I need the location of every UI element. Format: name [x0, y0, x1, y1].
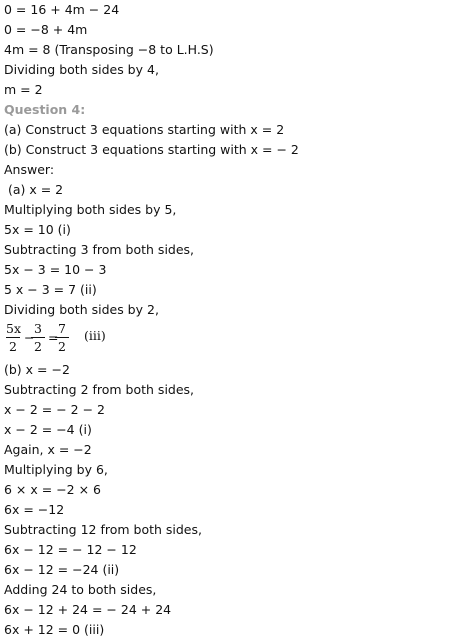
- equation-label: (iii): [84, 328, 106, 343]
- numerator: 3: [31, 321, 45, 338]
- instruction-line: Dividing both sides by 4,: [4, 62, 159, 77]
- instruction-line: Multiplying by 6,: [4, 462, 108, 477]
- equation-line: 0 = 16 + 4m − 24: [4, 2, 120, 17]
- denominator: 2: [9, 339, 17, 354]
- denominator: 2: [34, 339, 42, 354]
- instruction-line: Subtracting 12 from both sides,: [4, 522, 202, 537]
- equals-operator: =: [48, 330, 59, 345]
- equation-line: x − 2 = − 2 − 2: [4, 402, 105, 417]
- equation-line: 6x + 12 = 0 (iii): [4, 622, 105, 637]
- equation-line: Again, x = −2: [4, 442, 92, 457]
- denominator: 2: [58, 339, 66, 354]
- equation-line: 5x − 3 = 10 − 3: [4, 262, 107, 277]
- numerator: 5x: [6, 321, 22, 336]
- equation-line: (b) x = −2: [4, 362, 70, 377]
- equation-line: 6x = −12: [4, 502, 65, 517]
- numerator: 7: [55, 321, 69, 338]
- fraction-7-over-2: [55, 321, 69, 354]
- equation-line: 6x − 12 = − 12 − 12: [4, 542, 137, 557]
- fraction-equation: [4, 320, 470, 360]
- equation-line: 6 × x = −2 × 6: [4, 482, 101, 497]
- equation-line: 5x = 10 (i): [4, 222, 71, 237]
- instruction-line: Multiplying both sides by 5,: [4, 202, 177, 217]
- minus-operator: −: [24, 330, 35, 345]
- equation-line: 0 = −8 + 4m: [4, 22, 88, 37]
- equation-line: (a) x = 2: [4, 182, 64, 197]
- equation-line: 6x − 12 = −24 (ii): [4, 562, 120, 577]
- fraction-5x-over-2: [6, 321, 20, 354]
- equation-line: x − 2 = −4 (i): [4, 422, 92, 437]
- instruction-line: Subtracting 2 from both sides,: [4, 382, 195, 397]
- question-heading: Question 4:: [4, 102, 86, 117]
- equation-line: 6x − 12 + 24 = − 24 + 24: [4, 602, 172, 617]
- question-part-b: (b) Construct 3 equations starting with x = − 2: [4, 142, 299, 157]
- equation-line: 5 x − 3 = 7 (ii): [4, 282, 97, 297]
- equation-line: m = 2: [4, 82, 43, 97]
- instruction-line: Adding 24 to both sides,: [4, 582, 157, 597]
- question-part-a: (a) Construct 3 equations starting with x = 2: [4, 122, 285, 137]
- answer-label: Answer:: [4, 162, 55, 177]
- fraction-3-over-2: [31, 321, 45, 354]
- instruction-line: Subtracting 3 from both sides,: [4, 242, 195, 257]
- equation-line: 4m = 8 (Transposing −8 to L.H.S): [4, 42, 214, 57]
- instruction-line: Dividing both sides by 2,: [4, 302, 159, 317]
- solution-text: [4, 0, 470, 640]
